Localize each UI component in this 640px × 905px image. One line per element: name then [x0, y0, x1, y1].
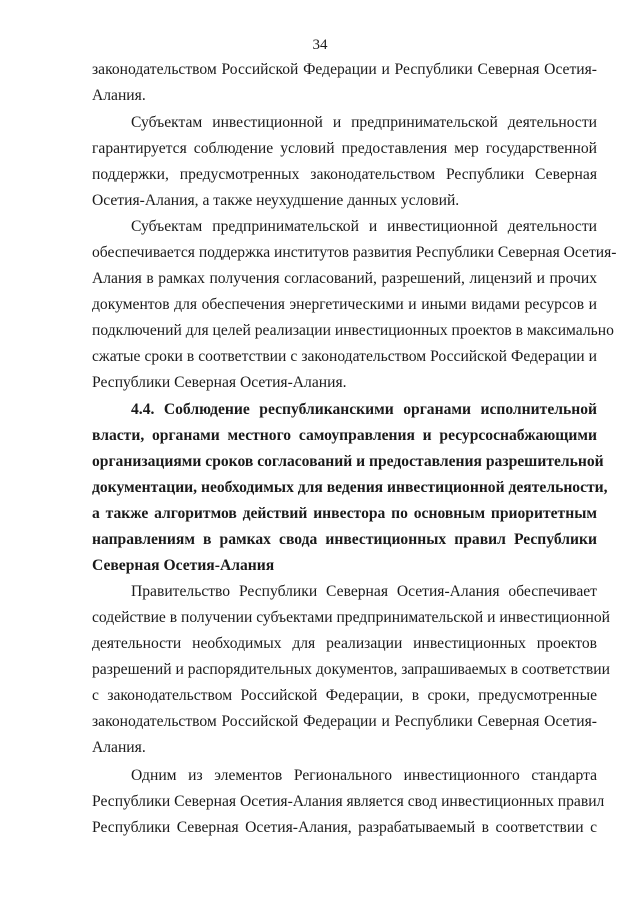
text-line: Одним из элементов Регионального инвестиционного стандарта — [131, 767, 597, 784]
text-line: с законодательством Российской Федерации, в сроки, предусмотренные — [92, 687, 597, 704]
text-line: содействие в получении субъектами предпринимательской и инвестиционной — [92, 609, 610, 626]
text-line: Республики Северная Осетия-Алания является свод инвестиционных правил — [92, 793, 605, 810]
text-line: поддержки, предусмотренных законодательством Республики Северная — [92, 166, 597, 183]
text-line: сжатые сроки в соответствии с законодательством Российской Федерации и — [92, 348, 597, 365]
text-line: гарантируется соблюдение условий предоставления мер государственной — [92, 140, 597, 157]
text-line: Алания. — [92, 87, 146, 104]
text-line: Правительство Республики Северная Осетия-Алания обеспечивает — [131, 583, 597, 600]
section-heading-line: Северная Осетия-Алания — [92, 557, 275, 574]
text-line: обеспечивается поддержка институтов развития Республики Северная Осетия- — [92, 244, 617, 261]
section-heading-line: организациями сроков согласований и предоставления разрешительной — [92, 453, 604, 470]
section-heading-line: направлениям в рамках свода инвестиционных правил Республики — [92, 531, 597, 548]
text-line: Субъектам предпринимательской и инвестиционной деятельности — [131, 218, 597, 235]
text-line: Республики Северная Осетия-Алания, разрабатываемый в соответствии с — [92, 819, 597, 836]
text-line: Алания. — [92, 739, 146, 756]
text-line: Республики Северная Осетия-Алания. — [92, 374, 347, 391]
text-line: Осетия-Алания, а также неухудшение данных условий. — [92, 192, 460, 209]
text-line: законодательством Российской Федерации и Республики Северная Осетия- — [92, 713, 597, 730]
page-number: 34 — [312, 37, 328, 53]
section-heading-line: власти, органами местного самоуправления и ресурсоснабжающими — [92, 427, 597, 444]
section-heading-line: 4.4. Соблюдение республиканскими органами исполнительной — [131, 401, 597, 418]
text-line: Субъектам инвестиционной и предпринимательской деятельности — [131, 114, 597, 131]
text-line: законодательством Российской Федерации и Республики Северная Осетия- — [92, 61, 597, 78]
section-heading-line: документации, необходимых для ведения инвестиционной деятельности, — [92, 479, 608, 496]
text-line: подключений для целей реализации инвестиционных проектов в максимально — [92, 322, 614, 339]
text-line: разрешений и распорядительных документов, запрашиваемых в соответствии — [92, 661, 610, 678]
text-line: деятельности необходимых для реализации инвестиционных проектов — [92, 635, 597, 652]
text-line: Алания в рамках получения согласований, разрешений, лицензий и прочих — [92, 270, 597, 287]
section-heading-line: а также алгоритмов действий инвестора по основным приоритетным — [92, 505, 597, 522]
text-line: документов для обеспечения энергетическими и иными видами ресурсов и — [92, 296, 597, 313]
